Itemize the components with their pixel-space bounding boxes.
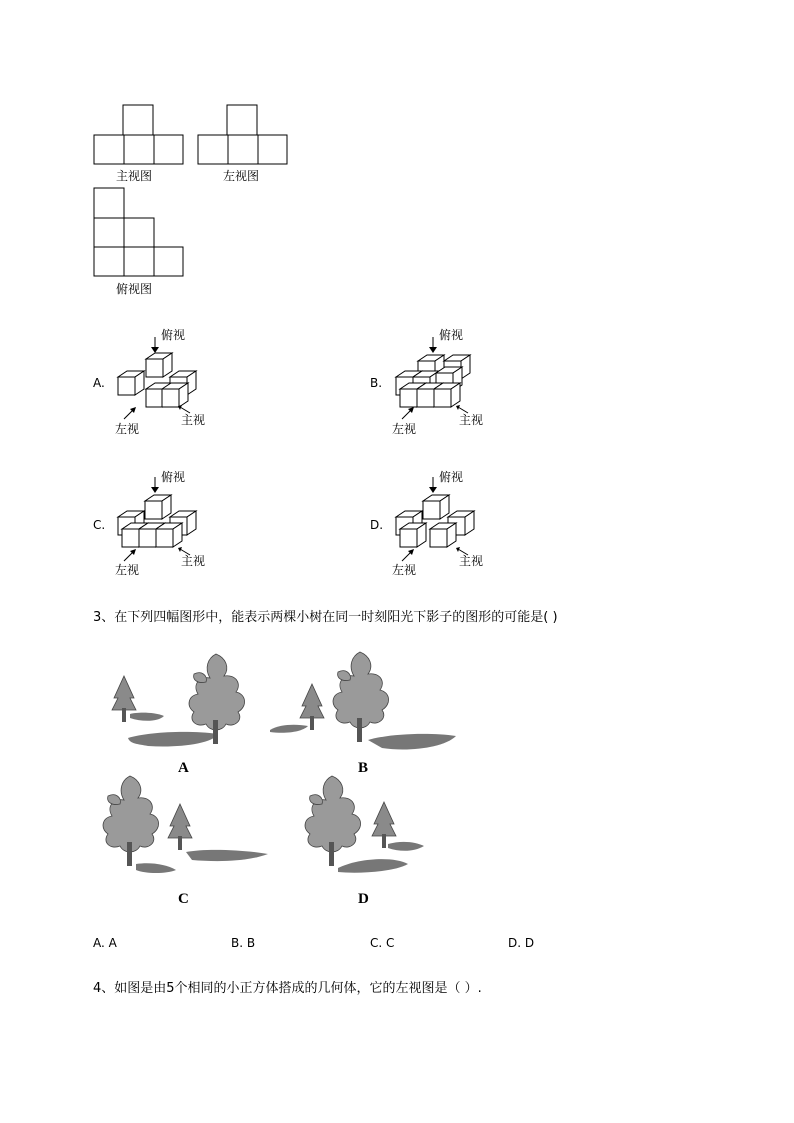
option-d-label: D. [370, 518, 384, 532]
option-a-front-view-label: 主视 [181, 413, 206, 427]
option-d-front-view-label: 主视 [459, 554, 484, 568]
q3-option-d: D. D [508, 936, 535, 950]
option-b-label: B. [370, 376, 383, 390]
q3-figure-a [108, 652, 268, 752]
q3-figure-a-label: A [178, 760, 189, 776]
front-view-diagram [93, 104, 185, 166]
question-3-text: 3、在下列四幅图形中，能表示两棵小树在同一时刻阳光下影子的图形的可能是( ) [93, 610, 558, 625]
q3-option-c: C. C [370, 936, 395, 950]
option-d-top-view-label: 俯视 [439, 470, 464, 484]
question-4-text: 4、如图是由5个相同的小正方体搭成的几何体，它的左视图是（ ）. [93, 981, 482, 996]
option-a-left-view-label: 左视 [115, 422, 140, 436]
top-view-caption: 俯视图 [116, 282, 153, 296]
q3-figure-b-label: B [358, 760, 369, 776]
option-b-left-view-label: 左视 [392, 422, 417, 436]
top-view-diagram [93, 187, 185, 279]
option-b-front-view-label: 主视 [459, 413, 484, 427]
left-view-diagram [197, 104, 289, 166]
option-a-label: A. [93, 376, 105, 390]
q3-figure-c [96, 776, 276, 886]
q3-figure-b [268, 652, 468, 752]
option-b-top-view-label: 俯视 [439, 328, 464, 342]
q3-option-a: A. A [93, 936, 117, 950]
left-view-caption: 左视图 [223, 169, 260, 183]
option-d-left-view-label: 左视 [392, 563, 417, 577]
option-c-front-view-label: 主视 [181, 554, 206, 568]
option-c-label: C. [93, 518, 106, 532]
option-c-top-view-label: 俯视 [161, 470, 186, 484]
q3-figure-d-label: D [358, 891, 369, 907]
q3-figure-c-label: C [178, 891, 189, 907]
option-a-top-view-label: 俯视 [161, 328, 186, 342]
option-c-left-view-label: 左视 [115, 563, 140, 577]
q3-figure-d [298, 776, 438, 886]
front-view-caption: 主视图 [116, 169, 153, 183]
q3-option-b: B. B [231, 936, 256, 950]
